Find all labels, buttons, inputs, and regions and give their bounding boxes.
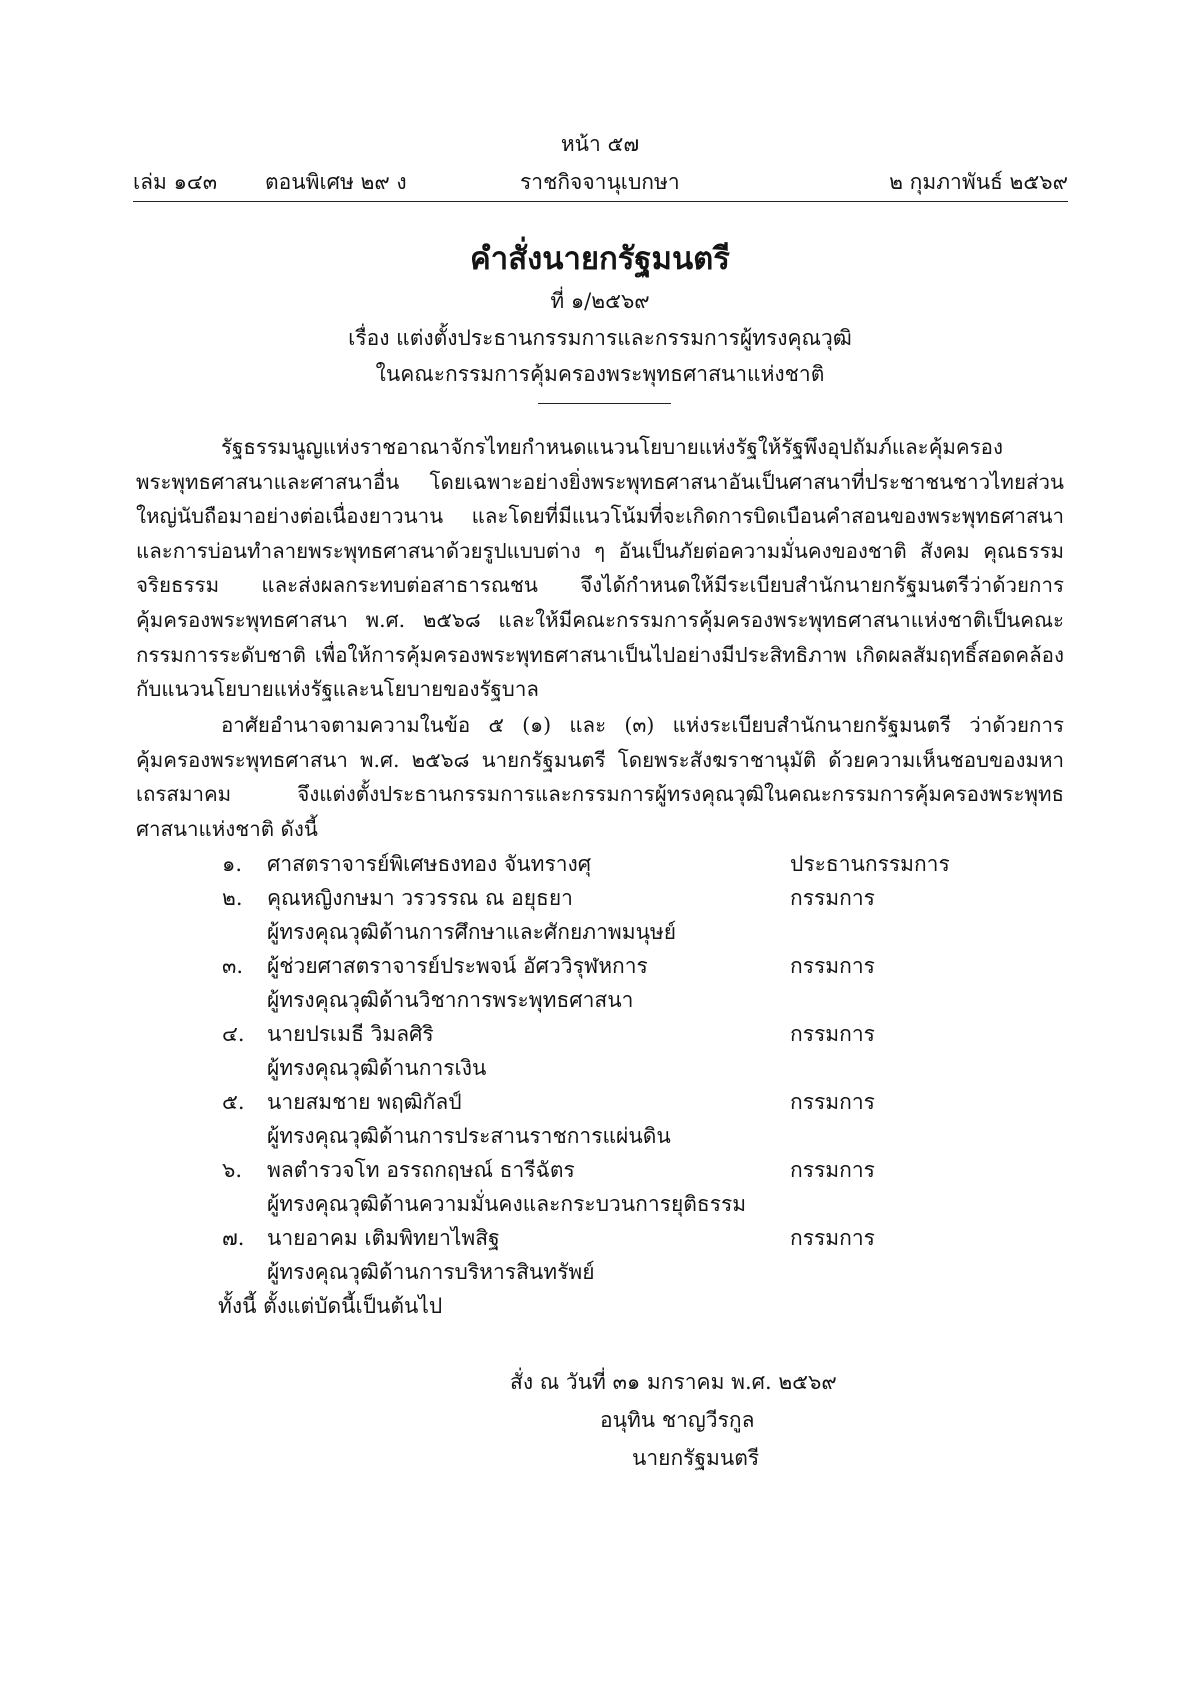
authority-paragraph: อาศัยอำนาจตามความในข้อ ๕ (๑) และ (๓) แห่งระเบียบสำนักนายกรัฐมนตรี ว่าด้วยการคุ้มครองพระพุทธศาสนา พ.ศ. ๒๕๖๘ นายกรัฐมนตรี โดยพระสังฆราชานุมัติ ด้วยความเห็นชอบของมหาเถรสมาคม จึงแต่งตั้งประธานกรรมการและกรรมการผู้ทรงคุณวุฒิในคณะกรรมการคุ้มครองพระพุทธศาสนาแห่งชาติ ดังนี้ [136, 713, 1064, 841]
member-4-position: กรรมการ [790, 1022, 875, 1046]
member-5-number: ๕. [222, 1090, 245, 1114]
member-1-position: ประธานกรรมการ [790, 852, 950, 876]
effective-clause: ทั้งนี้ ตั้งแต่บัดนี้เป็นต้นไป [218, 1294, 443, 1318]
member-5-position: กรรมการ [790, 1090, 875, 1114]
member-3-expertise: ผู้ทรงคุณวุฒิด้านวิชาการพระพุทธศาสนา [267, 988, 634, 1012]
member-2-name: คุณหญิงกษมา วรวรรณ ณ อยุธยา [267, 886, 573, 910]
member-6-name: พลตำรวจโท อรรถกฤษณ์ ธารีฉัตร [267, 1158, 575, 1182]
member-4-expertise: ผู้ทรงคุณวุฒิด้านการเงิน [267, 1056, 487, 1080]
member-7-number: ๗. [222, 1226, 245, 1250]
member-7-name: นายอาคม เติมพิทยาไพสิฐ [267, 1226, 500, 1250]
order-number: ที่ ๑/๒๕๖๙ [550, 289, 650, 313]
member-2-position: กรรมการ [790, 886, 875, 910]
page-number: หน้า ๕๗ [560, 132, 640, 156]
header-rule [133, 201, 1068, 202]
section-number: ตอนพิเศษ ๒๙ ง [265, 170, 407, 194]
subject-line-1: เรื่อง แต่งตั้งประธานกรรมการและกรรมการผู้ทรงคุณวุฒิ [348, 326, 852, 350]
member-7-expertise: ผู้ทรงคุณวุฒิด้านการบริหารสินทรัพย์ [267, 1260, 595, 1284]
member-2-number: ๒. [222, 886, 243, 910]
member-7-position: กรรมการ [790, 1226, 875, 1250]
title-divider [538, 403, 671, 404]
member-4-name: นายปรเมธี วิมลศิริ [267, 1022, 434, 1046]
preamble-paragraph: รัฐธรรมนูญแห่งราชอาณาจักรไทยกำหนดแนวนโยบายแห่งรัฐให้รัฐพึงอุปถัมภ์และคุ้มครองพระพุทธศาสนาและศาสนาอื่น โดยเฉพาะอย่างยิ่งพระพุทธศาสนาอันเป็นศาสนาที่ประชาชนชาวไทยส่วนใหญ่นับถือมาอย่างต่อเนื่องยาวนาน และโดยที่มีแนวโน้มที่จะเกิดการบิดเบือนคำสอนของพระพุทธศาสนาและการบ่อนทำลายพระพุทธศาสนาด้วยรูปแบบต่าง ๆ อันเป็นภัยต่อความมั่นคงของชาติ สังคม คุณธรรม จริยธรรม และส่งผลกระทบต่อสาธารณชน จึงได้กำหนดให้มีระเบียบสำนักนายกรัฐมนตรีว่าด้วยการคุ้มครองพระพุทธศาสนา พ.ศ. ๒๕๖๘ และให้มีคณะกรรมการคุ้มครองพระพุทธศาสนาแห่งชาติเป็นคณะกรรมการระดับชาติ เพื่อให้การคุ้มครองพระพุทธศาสนาเป็นไปอย่างมีประสิทธิภาพ เกิดผลสัมฤทธิ์สอดคล้องกับแนวนโยบายแห่งรัฐและนโยบายของรัฐบาล [136, 435, 1064, 702]
member-6-expertise: ผู้ทรงคุณวุฒิด้านความมั่นคงและกระบวนการยุติธรรม [267, 1192, 747, 1216]
document-title: คำสั่งนายกรัฐมนตรี [470, 241, 730, 277]
member-3-name: ผู้ช่วยศาสตราจารย์ประพจน์ อัศววิรุฬหการ [267, 954, 648, 978]
volume-number: เล่ม ๑๔๓ [133, 170, 218, 194]
publication-name: ราชกิจจานุเบกษา [520, 170, 680, 194]
member-4-number: ๔. [222, 1022, 245, 1046]
signatory-name: อนุทิน ชาญวีรกูล [600, 1408, 755, 1432]
subject-line-2: ในคณะกรรมการคุ้มครองพระพุทธศาสนาแห่งชาติ [375, 362, 825, 386]
member-5-name: นายสมชาย พฤฒิกัลป์ [267, 1090, 462, 1114]
member-6-number: ๖. [222, 1158, 243, 1182]
member-2-expertise: ผู้ทรงคุณวุฒิด้านการศึกษาและศักยภาพมนุษย์ [267, 920, 677, 944]
member-5-expertise: ผู้ทรงคุณวุฒิด้านการประสานราชการแผ่นดิน [267, 1124, 671, 1148]
member-3-number: ๓. [222, 954, 244, 978]
order-date: สั่ง ณ วันที่ ๓๑ มกราคม พ.ศ. ๒๕๖๙ [510, 1370, 837, 1394]
member-1-name: ศาสตราจารย์พิเศษธงทอง จันทรางศุ [267, 852, 592, 876]
member-1-number: ๑. [222, 852, 243, 876]
member-3-position: กรรมการ [790, 954, 875, 978]
signatory-title: นายกรัฐมนตรี [632, 1446, 760, 1470]
publication-date: ๒ กุมภาพันธ์ ๒๕๖๙ [889, 170, 1068, 194]
member-6-position: กรรมการ [790, 1158, 875, 1182]
